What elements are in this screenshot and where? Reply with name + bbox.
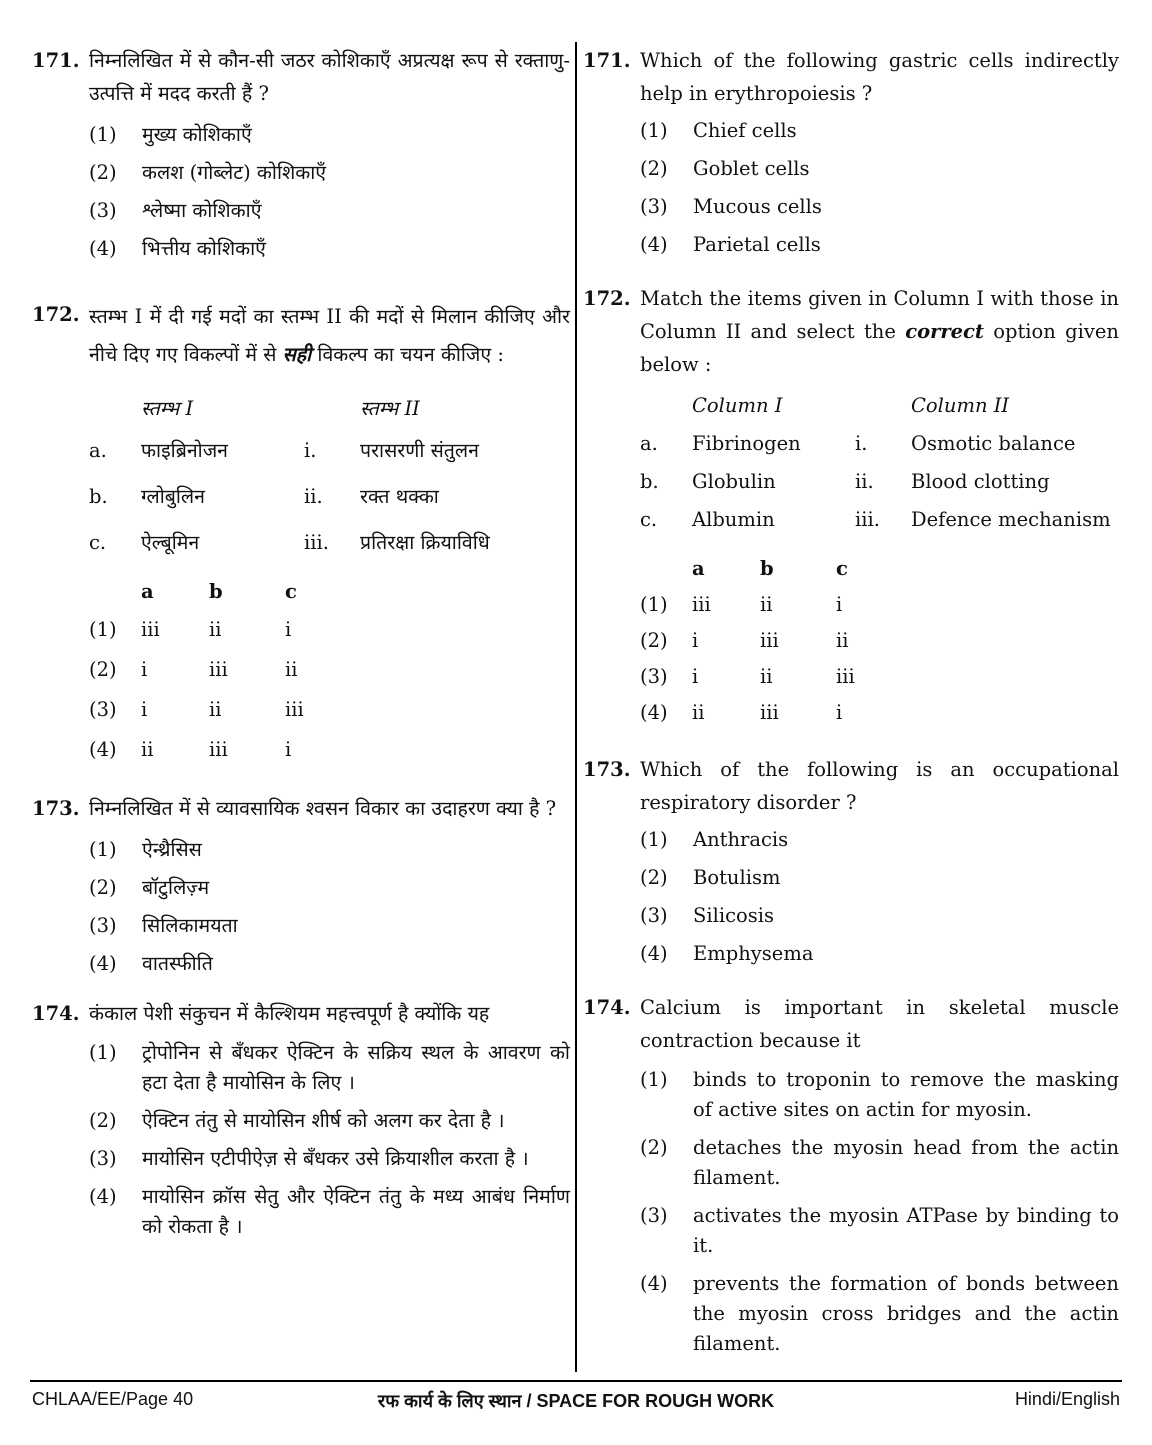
match-table-row: b. ग्लोबुलिन ii. रक्त थक्का xyxy=(89,485,439,508)
question-text: Which of the following is an occupational respiratory disorder ? xyxy=(640,758,1119,814)
answer-row: (4) ii iii i xyxy=(640,701,843,724)
option: (2) detaches the myosin head from the actin filament. xyxy=(640,1136,1119,1189)
question-171-english xyxy=(583,44,1119,260)
option: (2) ऐक्टिन तंतु से मायोसिन शीर्ष को अलग कर देता है । xyxy=(89,1109,505,1132)
answer-row: (1) iii ii i xyxy=(640,593,843,616)
option: (3) सिलिकामयता xyxy=(89,914,238,937)
question-number: 173. xyxy=(583,758,631,781)
option: (1) Chief cells xyxy=(640,119,797,142)
match-table-row: c. ऐल्बूमिन iii. प्रतिरक्षा क्रियाविधि xyxy=(89,531,490,554)
question-172-hindi xyxy=(32,298,570,770)
option: (2) Botulism xyxy=(640,866,781,889)
answer-row: (2) i iii ii xyxy=(640,629,849,652)
question-text: Match the items given in Column I with those in Column II and select the correct option given below : xyxy=(640,287,1119,376)
answer-row: (3) i ii iii xyxy=(89,698,304,721)
question-text: Which of the following gastric cells indirectly help in erythropoiesis ? xyxy=(640,49,1119,105)
option: (2) बॉटुलिज़्म xyxy=(89,876,210,899)
footer-rule xyxy=(30,1380,1122,1382)
question-number: 171. xyxy=(583,49,631,72)
question-text: स्तम्भ I में दी गई मदों का स्तम्भ II की मदों से मिलान कीजिए और नीचे दिए गए विकल्पों में से सही विकल्प का चयन कीजिए : xyxy=(89,305,570,366)
match-table-row: c. Albumin iii. Defence mechanism xyxy=(640,508,1111,531)
question-text: कंकाल पेशी संकुचन में कैल्शियम महत्त्वपूर्ण है क्योंकि यह xyxy=(89,1002,490,1025)
question-174-english xyxy=(583,991,1119,1359)
option: (4) भित्तीय कोशिकाएँ xyxy=(89,237,266,260)
option: (1) Anthracis xyxy=(640,828,789,851)
match-table-row: a. Fibrinogen i. Osmotic balance xyxy=(640,432,1076,455)
question-text: निम्नलिखित में से कौन-सी जठर कोशिकाएँ अप्रत्यक्ष रूप से रक्ताणु-उत्पत्ति में मदद करती हैं ? xyxy=(89,49,570,105)
column-divider xyxy=(575,42,577,1372)
english-column xyxy=(583,44,1119,1377)
match-table-row: b. Globulin ii. Blood clotting xyxy=(640,470,1050,493)
option: (4) prevents the formation of bonds between the myosin cross bridges and the actin filament. xyxy=(640,1272,1119,1355)
question-number: 172. xyxy=(583,287,631,310)
option: (1) मुख्य कोशिकाएँ xyxy=(89,123,252,146)
option: (3) Mucous cells xyxy=(640,195,822,218)
option: (1) ट्रोपोनिन से बँधकर ऐक्टिन के सक्रिय स्थल के आवरण को हटा देता है मायोसिन के लिए । xyxy=(89,1041,570,1094)
option: (3) श्लेष्मा कोशिकाएँ xyxy=(89,199,262,222)
question-number: 171. xyxy=(32,49,80,72)
answer-row: (4) ii iii i xyxy=(89,738,292,761)
question-number: 172. xyxy=(32,303,80,326)
answer-table-header: a b c xyxy=(692,557,848,580)
answer-row: (3) i ii iii xyxy=(640,665,855,688)
footer-page-code: CHLAA/EE/Page 40 xyxy=(32,1389,194,1409)
footer-rough-work: रफ कार्य के लिए स्थान / SPACE FOR ROUGH WORK xyxy=(377,1391,775,1411)
question-number: 173. xyxy=(32,797,80,820)
option: (2) Goblet cells xyxy=(640,157,810,180)
option: (3) Silicosis xyxy=(640,904,774,927)
question-number: 174. xyxy=(32,1002,80,1025)
match-table-row: a. फाइब्रिनोजन i. परासरणी संतुलन xyxy=(89,439,479,462)
question-171-hindi xyxy=(32,44,570,264)
answer-row: (1) iii ii i xyxy=(89,618,292,641)
question-text: Calcium is important in skeletal muscle contraction because it xyxy=(640,996,1119,1052)
question-172-english xyxy=(583,282,1119,731)
match-table-header: स्तम्भ I स्तम्भ II xyxy=(141,397,420,420)
option: (4) वातस्फीति xyxy=(89,952,213,975)
option: (3) मायोसिन एटीपीऐज़ से बँधकर उसे क्रियाशील करता है । xyxy=(89,1147,529,1170)
answer-row: (2) i iii ii xyxy=(89,658,298,681)
option: (4) Emphysema xyxy=(640,942,814,965)
question-number: 174. xyxy=(583,996,631,1019)
footer-language: Hindi/English xyxy=(1014,1389,1120,1409)
option: (2) कलश (गोब्लेट) कोशिकाएँ xyxy=(89,161,327,184)
option: (1) ऐन्थ्रैसिस xyxy=(89,838,202,861)
option: (4) Parietal cells xyxy=(640,233,821,256)
question-174-hindi xyxy=(32,997,570,1242)
question-173-hindi xyxy=(32,792,570,979)
hindi-column xyxy=(32,44,570,1260)
option: (1) binds to troponin to remove the masking of active sites on actin for myosin. xyxy=(640,1068,1119,1121)
match-table-header: Column I Column II xyxy=(692,394,1010,417)
option: (4) मायोसिन क्रॉस सेतु और ऐक्टिन तंतु के मध्य आबंध निर्माण को रोकता है । xyxy=(89,1185,570,1238)
question-173-english xyxy=(583,753,1119,969)
answer-table-header: a b c xyxy=(141,580,297,603)
option: (3) activates the myosin ATPase by binding to it. xyxy=(640,1204,1119,1257)
question-text: निम्नलिखित में से व्यावसायिक श्वसन विकार का उदाहरण क्या है ? xyxy=(89,797,557,820)
